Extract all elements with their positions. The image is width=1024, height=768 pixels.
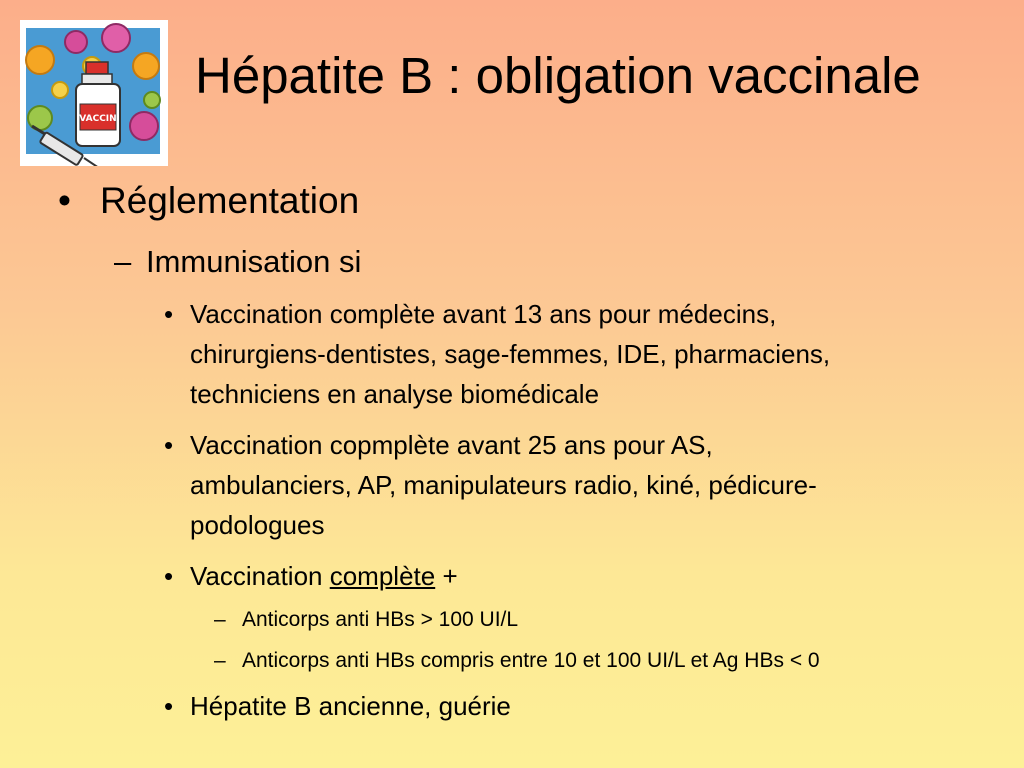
- dash-marker: –: [214, 649, 226, 672]
- item3-prefix: Vaccination: [190, 561, 330, 591]
- bullet-marker: •: [164, 561, 174, 591]
- vial-label: VACCIN: [79, 114, 117, 124]
- bullet-level2: [114, 242, 361, 282]
- sub-item1: Anticorps anti HBs > 100 UI/L: [242, 608, 519, 631]
- item3-underlined: complète: [329, 561, 436, 591]
- bullet-immunisation: Immunisation si: [146, 244, 362, 279]
- item2-line1: Vaccination copmplète avant 25 ans pour AS,: [190, 430, 713, 460]
- item1-line1: Vaccination complète avant 13 ans pour médecins,: [190, 299, 777, 329]
- sub-bullet-anticorps-1: [214, 600, 518, 640]
- bullet-item2: [164, 425, 817, 545]
- vaccine-clipart-icon: [20, 20, 168, 166]
- bullet-item1: [164, 294, 830, 414]
- bullet-marker: •: [164, 430, 174, 460]
- item2-line2: ambulanciers, AP, manipulateurs radio, kiné, pédicure-: [190, 470, 817, 500]
- bullet-marker: •: [58, 180, 71, 221]
- dash-marker: –: [114, 244, 132, 279]
- slide-title: Hépatite B : obligation vaccinale: [195, 47, 921, 104]
- bullet-item4: [164, 686, 511, 726]
- bullet-marker: •: [164, 691, 174, 721]
- sub-bullet-anticorps-2: [214, 641, 820, 681]
- dash-marker: –: [214, 608, 226, 631]
- item4-text: Hépatite B ancienne, guérie: [190, 691, 511, 721]
- bullet-level1: [58, 178, 359, 224]
- item2-line3: podologues: [190, 510, 325, 540]
- bullet-item3: [164, 556, 458, 596]
- item3-suffix: +: [435, 561, 458, 591]
- item1-line2: chirurgiens-dentistes, sage-femmes, IDE, pharmaciens,: [190, 339, 831, 369]
- item1-line3: techniciens en analyse biomédicale: [190, 379, 600, 409]
- bullet-reglementation: Réglementation: [100, 180, 360, 221]
- sub-item2: Anticorps anti HBs compris entre 10 et 100 UI/L et Ag HBs < 0: [242, 649, 820, 672]
- bullet-marker: •: [164, 299, 174, 329]
